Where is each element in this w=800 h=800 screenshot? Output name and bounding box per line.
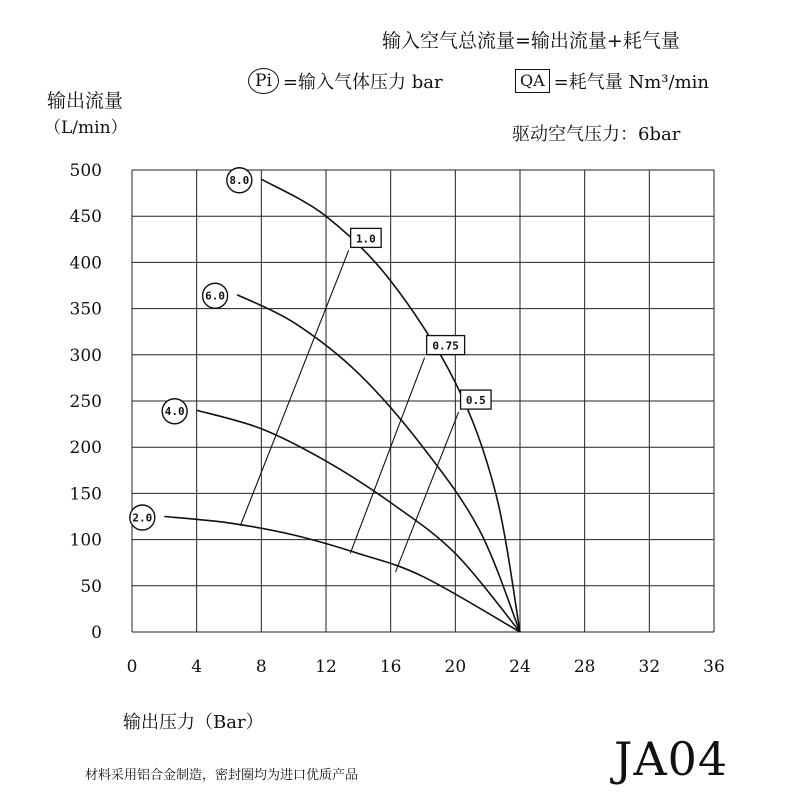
x-tick-label: 24 bbox=[509, 657, 531, 677]
consumption-label-0.5: 0.5 bbox=[465, 394, 486, 408]
x-tick-label: 0 bbox=[126, 657, 138, 677]
x-tick-label: 28 bbox=[573, 657, 596, 677]
x-tick-label: 8 bbox=[255, 657, 267, 677]
y-tick-label: 350 bbox=[69, 299, 102, 320]
qa-legend-text: =耗气量 Nm³/min bbox=[553, 72, 709, 93]
pressure-curve-4.0 bbox=[197, 410, 520, 632]
drive-pressure-note: 驱动空气压力：6bar bbox=[512, 124, 681, 145]
y-tick-label: 50 bbox=[80, 576, 102, 597]
y-tick-label: 300 bbox=[69, 345, 102, 366]
x-tick-label: 32 bbox=[638, 657, 661, 677]
qa-badge: QA bbox=[515, 69, 550, 93]
pressure-label-6.0: 6.0 bbox=[205, 289, 226, 303]
pressure-curve-2.0 bbox=[164, 517, 520, 633]
y-tick-label: 150 bbox=[69, 484, 102, 505]
consumption-label-1.0: 1.0 bbox=[355, 232, 376, 246]
consumption-label-0.75: 0.75 bbox=[432, 339, 459, 353]
y-tick-label: 100 bbox=[69, 530, 102, 551]
x-tick-label: 16 bbox=[379, 657, 402, 677]
y-tick-label: 250 bbox=[69, 392, 102, 412]
pressure-label-2.0: 2.0 bbox=[132, 511, 153, 525]
y-tick-label: 500 bbox=[69, 161, 102, 181]
model-code: JA04 bbox=[614, 732, 729, 786]
x-tick-label: 20 bbox=[444, 657, 467, 677]
header-formula: 输入空气总流量=输出流量+耗气量 bbox=[382, 30, 680, 52]
y-tick-label: 200 bbox=[69, 438, 102, 459]
consumption-line-1.0 bbox=[240, 250, 348, 525]
x-tick-label: 36 bbox=[703, 657, 725, 677]
y-tick-label: 400 bbox=[69, 253, 102, 274]
y-axis-title: 输出流量 bbox=[47, 90, 124, 112]
pressure-label-8.0: 8.0 bbox=[229, 174, 250, 188]
y-axis-unit: （L/min） bbox=[44, 118, 128, 138]
y-tick-label: 0 bbox=[91, 623, 102, 643]
y-tick-label: 450 bbox=[69, 207, 102, 228]
footer-note: 材料采用铝合金制造，密封圈均为进口优质产品 bbox=[85, 768, 359, 783]
pressure-curve-6.0 bbox=[237, 295, 520, 632]
pi-legend-text: =输入气体压力 bar bbox=[282, 72, 443, 93]
pi-badge: Pi bbox=[248, 68, 279, 94]
x-axis-title: 输出压力（Bar） bbox=[123, 712, 264, 733]
x-tick-label: 12 bbox=[315, 657, 337, 677]
consumption-line-0.75 bbox=[350, 358, 424, 554]
pressure-label-4.0: 4.0 bbox=[164, 405, 185, 419]
x-tick-label: 4 bbox=[191, 657, 203, 677]
